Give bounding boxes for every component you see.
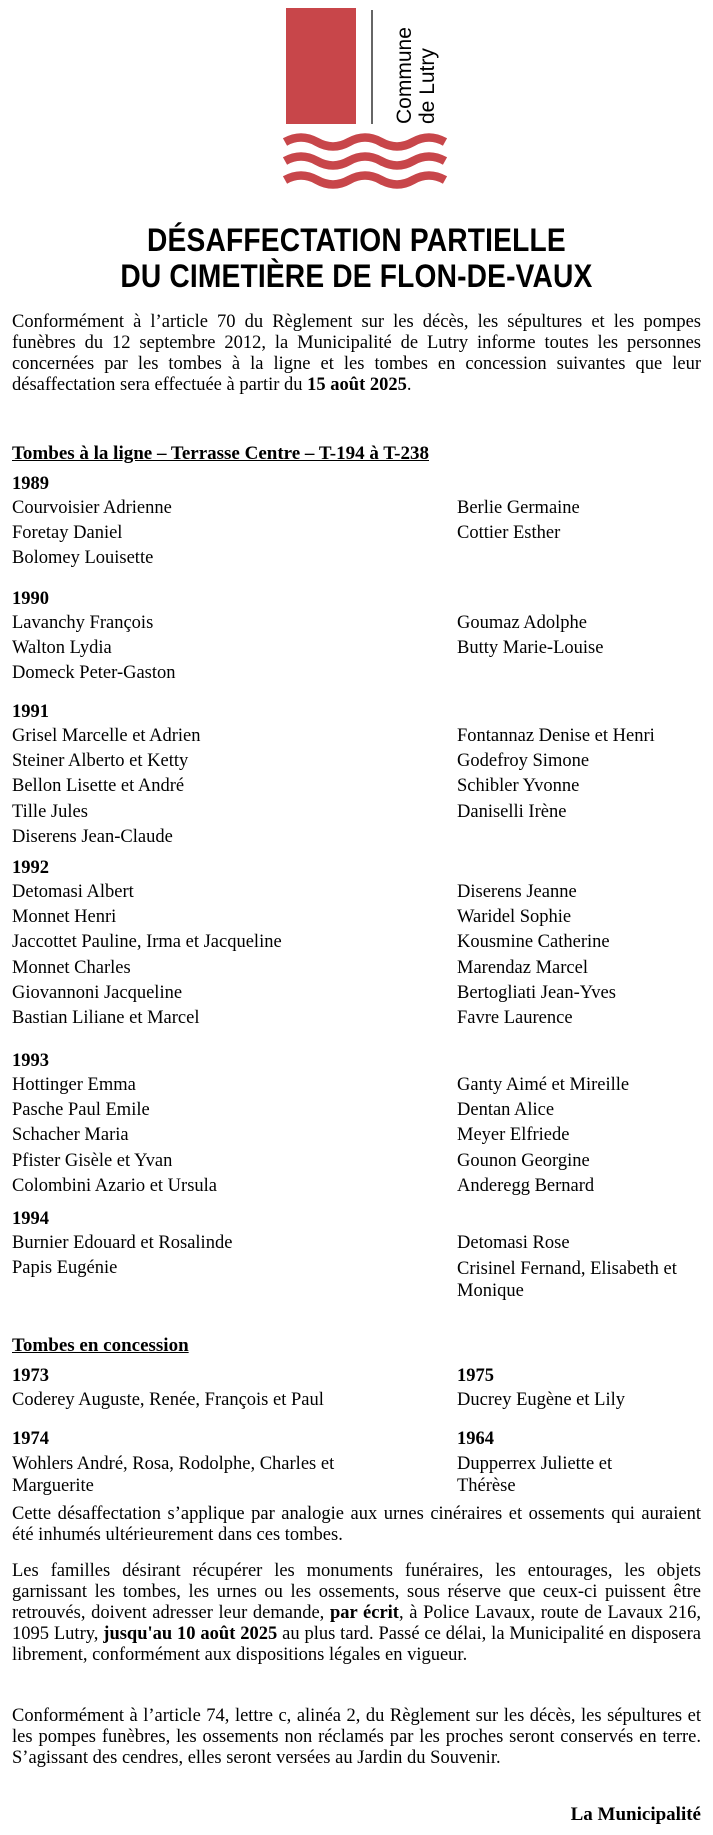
deceased-name: Monnet Henri xyxy=(12,907,117,928)
logo-waves xyxy=(285,138,445,185)
deceased-name: Bellon Lisette et André xyxy=(12,776,185,797)
year-heading: 1994 xyxy=(12,1209,49,1229)
concession-names: Dupperrex Juliette et Thérèse xyxy=(457,1454,613,1496)
logo-text-de-lutry: de Lutry xyxy=(416,48,439,124)
deceased-name: Marendaz Marcel xyxy=(457,957,588,978)
familles-text-3: au plus tard. Passé ce délai, la Municipalité en disposera librement, conformément aux dispositions légales en vigueur. xyxy=(12,1624,702,1665)
concession-names: Coderey Auguste, Renée, François et Paul xyxy=(12,1390,324,1410)
deceased-name: Dentan Alice xyxy=(457,1100,555,1121)
concession-year: 1973 xyxy=(12,1366,49,1386)
deceased-name: Pasche Paul Emile xyxy=(12,1100,150,1121)
familles-text-2: , à Police Lavaux, route de Lavaux 216, 1095 Lutry, xyxy=(12,1603,701,1644)
year-heading: 1991 xyxy=(12,702,49,722)
deceased-name: Waridel Sophie xyxy=(457,907,572,928)
deceased-name: Kousmine Catherine xyxy=(457,932,610,953)
intro-paragraph xyxy=(12,312,701,396)
logo-red-block xyxy=(286,8,356,124)
year-heading: 1993 xyxy=(12,1051,49,1071)
notice-title xyxy=(43,222,670,294)
deceased-name: Favre Laurence xyxy=(457,1008,573,1028)
deceased-name: Godefroy Simone xyxy=(457,751,590,772)
deceased-name: Detomasi Rose xyxy=(457,1233,570,1253)
deceased-name: Tille Jules xyxy=(12,801,88,822)
year-heading: 1992 xyxy=(12,858,49,878)
intro-date: 15 août 2025 xyxy=(307,375,407,395)
familles-text-1: Les familles désirant récupérer les monuments funéraires, les entourages, les objets garnissant les tombes, les urnes ou les ossements, sous réserve que ceux-ci puissent être retrouvés, doivent adresser leur demande, xyxy=(12,1561,701,1623)
deceased-name: Schacher Maria xyxy=(12,1125,129,1146)
deceased-name: Bastian Liliane et Marcel xyxy=(12,1008,200,1028)
deceased-name: Ganty Aimé et Mireille xyxy=(457,1075,630,1095)
concession-year: 1975 xyxy=(457,1366,494,1386)
concession-year: 1974 xyxy=(12,1429,49,1449)
section-title-concession: Tombes en concession xyxy=(12,1335,189,1356)
signature: La Municipalité xyxy=(570,1804,701,1825)
deceased-name: Foretay Daniel xyxy=(12,523,123,544)
deceased-name: Lavanchy François xyxy=(12,613,154,633)
deceased-name: Crisinel Fernand, Elisabeth et Monique xyxy=(457,1259,677,1302)
concession-names: Wohlers André, Rosa, Rodolphe, Charles et Marguerite xyxy=(12,1454,335,1496)
deceased-name: Jaccottet Pauline, Irma et Jacqueline xyxy=(12,932,282,953)
deceased-name: Grisel Marcelle et Adrien xyxy=(12,726,201,746)
deceased-name: Gounon Georgine xyxy=(457,1150,590,1171)
deceased-name: Pfister Gisèle et Yvan xyxy=(12,1150,173,1171)
commune-de-lutry-emblem xyxy=(0,0,713,215)
deceased-name: Domeck Peter-Gaston xyxy=(12,663,176,684)
deceased-name: Colombini Azario et Ursula xyxy=(12,1175,218,1196)
deceased-name: Detomasi Albert xyxy=(12,882,134,902)
intro-text: Conformément à l’article 70 du Règlement sur les décès, les sépultures et les pompes funèbres du 12 septembre 2012, la Municipalité de Lutry informe toutes les personnes concernées par les tombes à la ligne et les tombes en concession suivantes que leur désaffectation sera effectuée à partir du xyxy=(12,312,701,395)
deceased-name: Papis Eugénie xyxy=(12,1258,118,1279)
concession-year: 1964 xyxy=(457,1429,494,1449)
deceased-name: Bolomey Louisette xyxy=(12,548,154,569)
deceased-name: Daniselli Irène xyxy=(457,801,567,822)
concession-names: Ducrey Eugène et Lily xyxy=(457,1390,625,1410)
deceased-name: Diserens Jean-Claude xyxy=(12,826,173,847)
title-line-1: DÉSAFFECTATION PARTIELLE xyxy=(147,222,566,258)
year-heading: 1989 xyxy=(12,474,49,494)
deceased-name: Schibler Yvonne xyxy=(457,776,580,797)
deceased-name: Giovannoni Jacqueline xyxy=(12,982,183,1003)
deceased-name: Courvoisier Adrienne xyxy=(12,498,172,518)
commune-logo xyxy=(0,0,713,215)
deceased-name: Walton Lydia xyxy=(12,638,112,659)
deceased-name: Cottier Esther xyxy=(457,523,561,544)
deceased-name: Berlie Germaine xyxy=(457,498,580,518)
intro-end: . xyxy=(406,375,412,395)
paragraph-analogie: Cette désaffectation s’applique par analogie aux urnes cinéraires et ossements qui auraient été inhumés ultérieurement dans ces tombes. xyxy=(12,1504,701,1545)
deceased-name: Butty Marie-Louise xyxy=(457,638,604,659)
deceased-name: Steiner Alberto et Ketty xyxy=(12,751,189,772)
paragraph-familles xyxy=(12,1561,701,1666)
title-line-2: DU CIMETIÈRE DE FLON-DE-VAUX xyxy=(120,258,593,294)
familles-bold-deadline: jusqu'au 10 août 2025 xyxy=(103,1624,278,1644)
paragraph-article-74: Conformément à l’article 74, lettre c, alinéa 2, du Règlement sur les décès, les sépultures et les pompes funèbres, les ossements non réclamés par les proches seront conservés en terre. S’agissant des cendres, elles seront versées au Jardin du Souvenir. xyxy=(12,1706,701,1768)
deceased-name: Bertogliati Jean-Yves xyxy=(457,982,616,1003)
deceased-name: Diserens Jeanne xyxy=(457,882,577,902)
deceased-name: Fontannaz Denise et Henri xyxy=(457,726,655,746)
deceased-name: Goumaz Adolphe xyxy=(457,613,587,633)
deceased-name: Anderegg Bernard xyxy=(457,1175,595,1196)
deceased-name: Monnet Charles xyxy=(12,957,131,978)
deceased-name: Hottinger Emma xyxy=(12,1075,136,1095)
deceased-name: Meyer Elfriede xyxy=(457,1125,570,1146)
logo-text-commune: Commune xyxy=(393,27,416,124)
deceased-name: Burnier Edouard et Rosalinde xyxy=(12,1233,233,1253)
familles-bold-par-ecrit: par écrit xyxy=(329,1603,399,1623)
year-heading: 1990 xyxy=(12,589,49,609)
section-title-ligne: Tombes à la ligne – Terrasse Centre – T-194 à T-238 xyxy=(12,443,429,464)
